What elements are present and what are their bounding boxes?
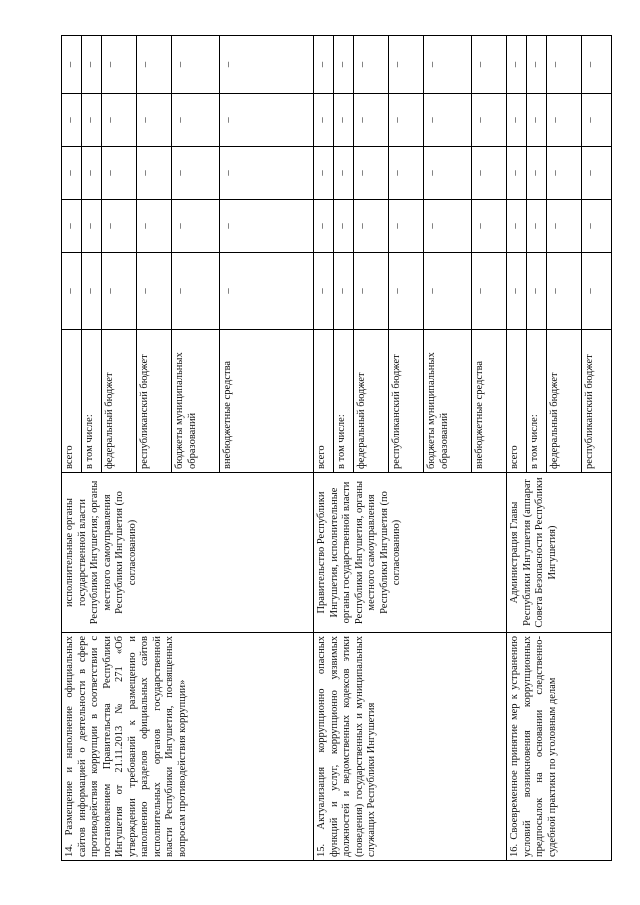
executor-cell: Администрация Главы Республики Ингушетия (аппарат Совета Безопасности Республики Ингушетия) [507,473,612,633]
amount-cell: – [82,253,102,330]
amount-cell: – [354,253,389,330]
amount-cell: – [507,253,527,330]
amount-cell: – [582,147,612,200]
funding-source: федеральный бюджет [547,330,582,473]
amount-cell: – [547,36,582,94]
amount-cell: – [137,147,172,200]
amount-cell: – [102,200,137,253]
funding-source: в том числе: [527,330,547,473]
amount-cell: – [389,200,424,253]
amount-cell: – [472,253,507,330]
amount-cell: – [62,253,82,330]
measure-number: 16. [509,843,520,857]
amount-cell: – [424,147,472,200]
amount-cell: – [220,36,314,94]
measure-cell [314,633,507,861]
amount-cell: – [424,94,472,147]
amount-cell: – [220,94,314,147]
measure-description: Своевременное принятие мер к устранению условий возникновения коррупционных предпосылок на основании следственно-судебной практики по уголовным делам [509,636,558,857]
amount-cell: – [172,147,220,200]
amount-cell: – [314,147,334,200]
amount-cell: – [314,36,334,94]
amount-cell: – [527,36,547,94]
amount-cell: – [527,253,547,330]
executor-cell: Правительство Республики Ингушетия, исполнительные органы государственной власти Республики Ингушетия, органы местного самоуправления Республики Ингушетия (по согласованию) [314,473,507,633]
measure-description: Актуализация коррупционно опасных функций и услуг, коррупционно уязвимых должностей и ведомственных кодексов этики (поведения) государственных и муниципальных служащих Республики Ингушетия [316,635,377,857]
amount-cell: – [472,94,507,147]
amount-cell: – [547,253,582,330]
amount-cell: – [527,200,547,253]
measure-cell [62,633,314,861]
amount-cell: – [582,36,612,94]
funding-source: республиканский бюджет [582,330,612,473]
amount-cell: – [220,200,314,253]
funding-source: бюджеты муниципальных образований [172,330,220,473]
amount-cell: – [137,36,172,94]
amount-cell: – [82,147,102,200]
funding-source: республиканский бюджет [389,330,424,473]
amount-cell: – [354,94,389,147]
amount-cell: – [547,94,582,147]
amount-cell: – [62,200,82,253]
amount-cell: – [172,94,220,147]
amount-cell: – [354,36,389,94]
measure-cell [507,633,612,861]
amount-cell: – [389,253,424,330]
funding-source: внебюджетные средства [220,330,314,473]
measure-number: 15. [316,843,327,857]
amount-cell: – [424,200,472,253]
amount-cell: – [334,147,354,200]
measure-description: Размещение и наполнение официальных сайтов информацией о деятельности в сфере противодействия коррупции в соответствии с постановлением Правительства Республики Ингушетия от 21.11.2013 № 271 «Об утверждении требований к размещению и наполнению разделов официальных сайтов исполнительных органов государственной власти Республики Ингушетия, посвященных вопросам противодействия коррупции» [64,635,188,857]
amount-cell: – [172,253,220,330]
amount-cell: – [424,253,472,330]
amount-cell: – [472,200,507,253]
amount-cell: – [137,253,172,330]
amount-cell: – [472,147,507,200]
amount-cell: – [389,147,424,200]
amount-cell: – [507,94,527,147]
table-row [314,36,334,861]
funding-source: всего [62,330,82,473]
amount-cell: – [507,36,527,94]
amount-cell: – [389,36,424,94]
amount-cell: – [507,147,527,200]
amount-cell: – [102,36,137,94]
amount-cell: – [82,94,102,147]
amount-cell: – [62,36,82,94]
amount-cell: – [547,147,582,200]
funding-source: федеральный бюджет [354,330,389,473]
funding-source: федеральный бюджет [102,330,137,473]
executor-cell: исполнительные органы государственной власти Республики Ингушетия; органы местного самоуправления Республики Ингушетия (по согласованию) [62,473,314,633]
amount-cell: – [102,94,137,147]
amount-cell: – [334,94,354,147]
amount-cell: – [102,147,137,200]
amount-cell: – [82,200,102,253]
funding-source: всего [314,330,334,473]
amount-cell: – [314,94,334,147]
amount-cell: – [172,200,220,253]
amount-cell: – [472,36,507,94]
amount-cell: – [220,147,314,200]
table-row [62,36,82,861]
amount-cell: – [582,200,612,253]
amount-cell: – [547,200,582,253]
amount-cell: – [334,36,354,94]
amount-cell: – [527,147,547,200]
amount-cell: – [582,94,612,147]
amount-cell: – [334,200,354,253]
amount-cell: – [314,200,334,253]
amount-cell: – [137,200,172,253]
amount-cell: – [137,94,172,147]
funding-source: внебюджетные средства [472,330,507,473]
measure-number: 14. [64,843,75,857]
amount-cell: – [582,253,612,330]
amount-cell: – [220,253,314,330]
amount-cell: – [62,94,82,147]
funding-source: бюджеты муниципальных образований [424,330,472,473]
funding-source: в том числе: [334,330,354,473]
funding-source: республиканский бюджет [137,330,172,473]
funding-source: всего [507,330,527,473]
amount-cell: – [334,253,354,330]
amount-cell: – [527,94,547,147]
funding-source: в том числе: [82,330,102,473]
amount-cell: – [82,36,102,94]
amount-cell: – [354,200,389,253]
amount-cell: – [507,200,527,253]
program-table [61,35,612,861]
amount-cell: – [314,253,334,330]
amount-cell: – [424,36,472,94]
amount-cell: – [354,147,389,200]
amount-cell: – [62,147,82,200]
amount-cell: – [172,36,220,94]
table-row [507,36,527,861]
amount-cell: – [102,253,137,330]
amount-cell: – [389,94,424,147]
